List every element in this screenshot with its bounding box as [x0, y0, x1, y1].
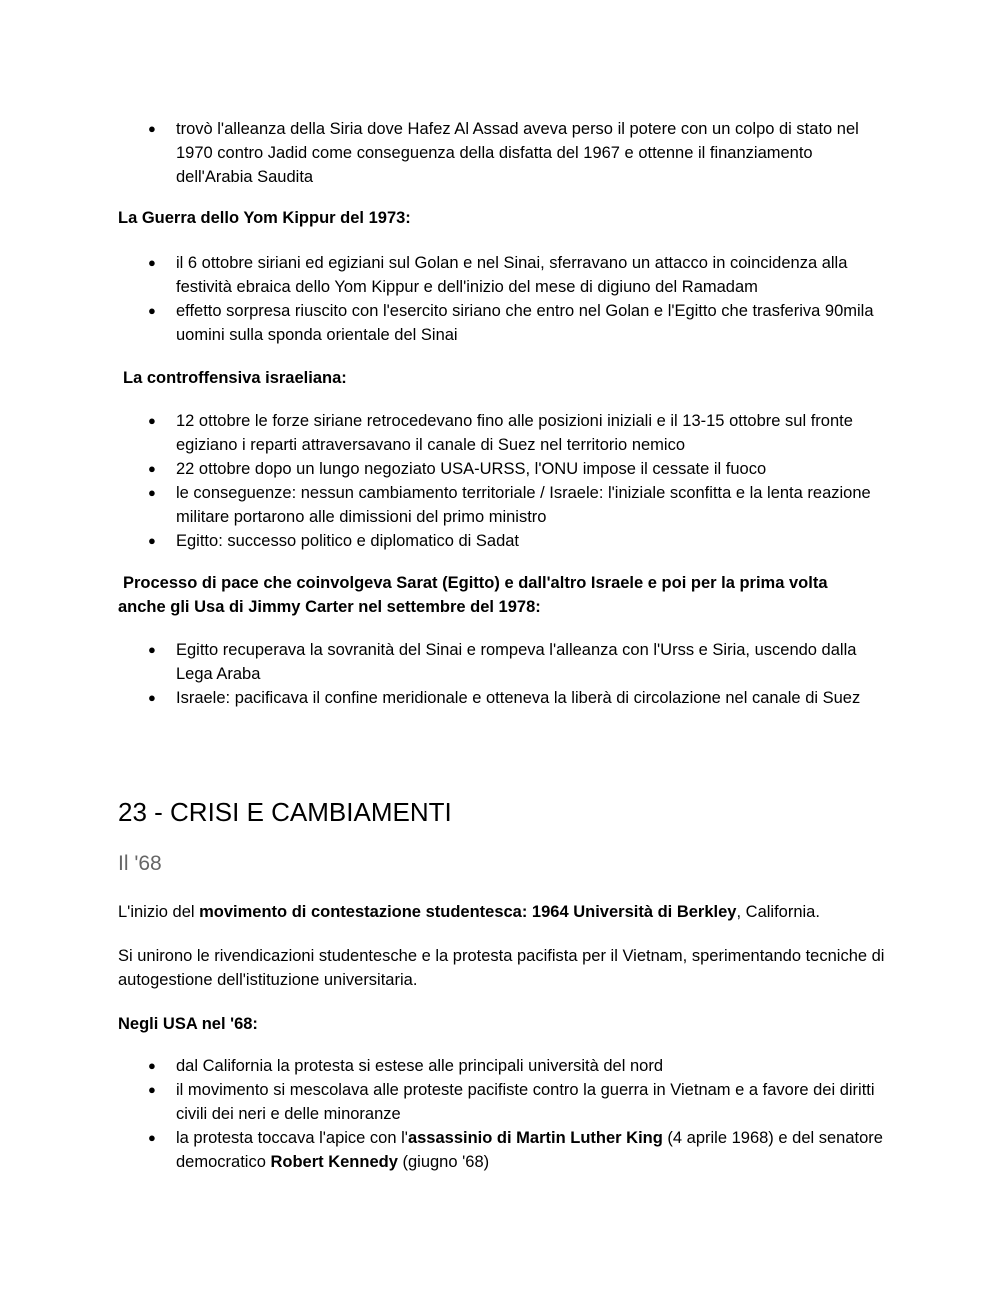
- yom-kippur-list: [118, 251, 888, 347]
- section-heading-usa-68: Negli USA nel '68:: [118, 1015, 258, 1033]
- list-item: ● 12 ottobre le forze siriane retrocedevano fino alle posizioni iniziali e il 13-15 ottobre sul fronte egiziano i reparti attraversavano il canale di Suez nel territorio nemico: [118, 409, 888, 457]
- chapter-title: 23 - CRISI E CAMBIAMENTI: [118, 797, 452, 827]
- bold-run: assassinio di Martin Luther King: [407, 1129, 663, 1147]
- list-item: ● effetto sorpresa riuscito con l'esercito siriano che entro nel Golan e l'Egitto che trasferiva 90mila uomini sulla sponda orientale del Sinai: [118, 299, 888, 347]
- text-run: , California.: [736, 903, 820, 921]
- list-item: ● il 6 ottobre siriani ed egiziani sul Golan e nel Sinai, sferravano un attacco in coincidenza alla festività ebraica dello Yom Kippur e dell'inizio del mese di digiuno del Ramadam: [118, 251, 888, 299]
- list-item: ● Egitto recuperava la sovranità del Sinai e rompeva l'alleanza con l'Urss e Siria, uscendo dalla Lega Araba: [118, 638, 888, 686]
- paragraph-protests: Si unirono le rivendicazioni studentesche e la protesta pacifista per il Vietnam, sperimentando tecniche di autogestione dell'istituzione universitaria.: [118, 947, 885, 989]
- section-heading-peace-process: Processo di pace che coinvolgeva Sarat (Egitto) e dall'altro Israele e poi per la prima volta anche gli Usa di Jimmy Carter nel settembre del 1978:: [118, 574, 828, 616]
- bold-run: Robert Kennedy: [270, 1153, 398, 1171]
- bold-run: movimento di contestazione studentesca: 1964 Università di Berkley: [199, 903, 737, 921]
- list-item: ● Egitto: successo politico e diplomatico di Sadat: [118, 529, 888, 553]
- text-run: la protesta toccava l'apice con l': [176, 1129, 408, 1147]
- peace-process-list: [118, 638, 888, 710]
- text-run: L'inizio del: [118, 903, 200, 921]
- list-item: ● le conseguenze: nessun cambiamento territoriale / Israele: l'iniziale sconfitta e la lenta reazione militare portarono alle dimissioni del primo ministro: [118, 481, 888, 529]
- list-item: [118, 1126, 888, 1174]
- syria-alliance-list: [118, 117, 888, 189]
- section-heading-counteroffensive: La controffensiva israeliana:: [123, 369, 347, 387]
- chapter-subtitle: Il '68: [118, 852, 162, 875]
- counteroffensive-list: [118, 409, 888, 553]
- section-heading-yom-kippur: La Guerra dello Yom Kippur del 1973:: [118, 209, 411, 227]
- list-item: ● Israele: pacificava il confine meridionale e otteneva la liberà di circolazione nel canale di Suez: [118, 686, 888, 710]
- list-item: ● il movimento si mescolava alle proteste pacifiste contro la guerra in Vietnam e a favore dei diritti civili dei neri e delle minoranze: [118, 1078, 888, 1126]
- text-run: (giugno '68): [397, 1153, 490, 1171]
- paragraph-berkley: [118, 900, 888, 924]
- list-item: ● 22 ottobre dopo un lungo negoziato USA-URSS, l'ONU impose il cessate il fuoco: [118, 457, 888, 481]
- list-item: ● trovò l'alleanza della Siria dove Hafez Al Assad aveva perso il potere con un colpo di stato nel 1970 contro Jadid come conseguenza della disfatta del 1967 e ottenne il finanziamento dell'Arabia Saudita: [118, 117, 888, 189]
- text-run: (4 aprile 1968) e del senatore democratico: [176, 1129, 883, 1171]
- list-item: ● dal California la protesta si estese alle principali università del nord: [118, 1054, 888, 1078]
- usa-68-list: [118, 1054, 888, 1174]
